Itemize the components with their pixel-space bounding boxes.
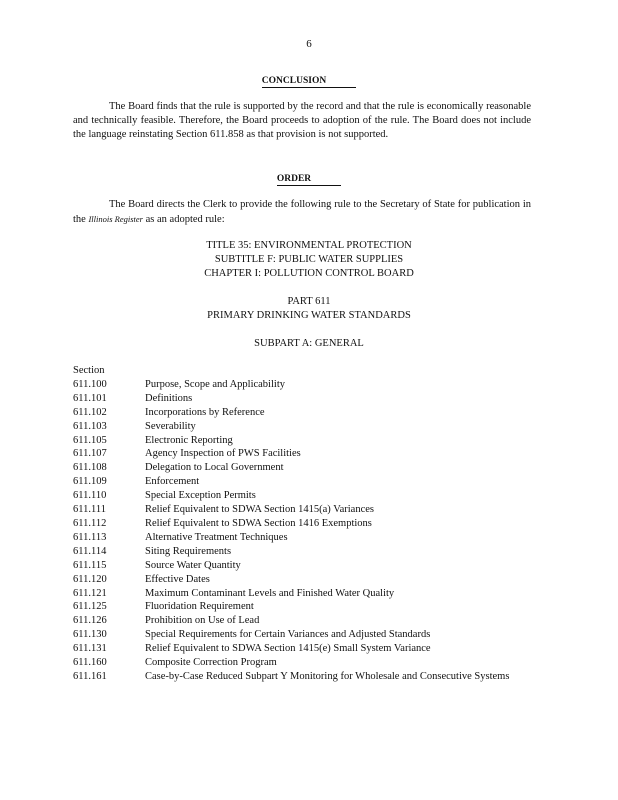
toc-row [73,489,543,503]
section-title: Effective Dates [145,573,210,585]
section-title: Agency Inspection of PWS Facilities [145,448,301,460]
section-number: 611.130 [73,629,107,641]
section-title: Special Requirements for Certain Variances and Adjusted Standards [145,629,431,641]
toc-row [73,420,543,434]
conclusion-heading-text: CONCLUSION [262,76,356,88]
toc-row [73,545,543,559]
subtitle-line: SUBTITLE F: PUBLIC WATER SUPPLIES [214,254,404,265]
section-number: 611.115 [73,559,107,571]
section-number: 611.103 [73,420,107,432]
toc-row [73,614,543,628]
section-title: Source Water Quantity [145,559,241,571]
section-title: Relief Equivalent to SDWA Section 1415(a) Variances [145,504,375,516]
section-title: Special Exception Permits [145,490,256,502]
section-number: 611.112 [73,517,107,529]
toc-header-row [73,364,543,378]
toc-row [73,378,543,392]
section-number: 611.109 [73,476,107,488]
section-title: Incorporations by Reference [145,406,265,418]
section-number: 611.125 [73,601,107,613]
order-heading-text: ORDER [277,174,341,186]
section-title: Relief Equivalent to SDWA Section 1415(e) Small System Variance [145,643,431,655]
conclusion-heading [0,74,618,88]
section-title: Definitions [145,392,193,404]
toc-row [73,573,543,587]
section-number: 611.114 [73,545,107,557]
toc-row [73,656,543,670]
title-block [0,239,618,281]
toc-row [73,559,543,573]
page-number: 6 [306,38,312,50]
section-number: 611.113 [73,531,107,543]
conclusion-text: The Board finds that the rule is supported by the record and that the rule is economically reasonable and technically feasible. Therefore, the Board proceeds to adoption of the rule. The Board does not include the language reinstating Section 611.858 as that provision is not supported. [73,101,531,140]
toc-row [73,670,543,684]
order-heading [0,172,618,186]
table-of-contents [73,364,543,684]
section-number: 611.121 [73,587,107,599]
section-title: Enforcement [145,476,200,488]
section-number: 611.101 [73,392,107,404]
section-title: Electronic Reporting [145,434,233,446]
chapter-line: CHAPTER I: POLLUTION CONTROL BOARD [204,268,414,279]
toc-row [73,587,543,601]
section-title: Alternative Treatment Techniques [145,531,288,543]
order-text-after: as an adopted rule: [145,214,225,225]
part-block [0,295,618,323]
register-name: Illinois Register [88,214,143,224]
subpart-line: SUBPART A: GENERAL [254,338,364,349]
section-number: 611.105 [73,434,107,446]
section-title: Relief Equivalent to SDWA Section 1416 Exemptions [145,517,372,529]
section-number: 611.102 [73,406,107,418]
order-text-before: The Board directs the Clerk to provide the following rule to the Secretary of State for publication in the [73,199,531,225]
section-number: 611.160 [73,657,107,669]
section-title: Severability [145,420,196,432]
toc-row [73,642,543,656]
toc-row [73,628,543,642]
section-number: 611.120 [73,573,107,585]
section-number: 611.110 [73,490,107,502]
toc-row [73,475,543,489]
section-number: 611.108 [73,462,107,474]
section-number: 611.107 [73,448,107,460]
order-paragraph [73,198,531,227]
conclusion-paragraph [73,100,531,142]
part-line: PART 611 [287,296,331,307]
section-title: Siting Requirements [145,545,232,557]
toc-row [73,406,543,420]
section-title: Prohibition on Use of Lead [145,615,260,627]
title-line: TITLE 35: ENVIRONMENTAL PROTECTION [206,240,412,251]
toc-row [73,531,543,545]
section-number: 611.126 [73,615,107,627]
toc-row [73,503,543,517]
toc-row [73,447,543,461]
toc-row [73,600,543,614]
toc-row [73,434,543,448]
section-title: Case-by-Case Reduced Subpart Y Monitoring for Wholesale and Consecutive Systems [145,670,510,682]
section-title: Purpose, Scope and Applicability [145,378,285,390]
section-number: 611.100 [73,378,107,390]
section-number: 611.131 [73,643,107,655]
section-title: Delegation to Local Government [145,462,284,474]
section-label: Section [73,365,105,376]
toc-row [73,461,543,475]
section-title: Maximum Contaminant Levels and Finished Water Quality [145,587,395,599]
section-number: 611.161 [73,670,107,682]
toc-row [73,392,543,406]
section-title: Composite Correction Program [145,657,277,669]
section-number: 611.111 [73,504,106,516]
part-name-line: PRIMARY DRINKING WATER STANDARDS [207,310,411,321]
section-title: Fluoridation Requirement [145,601,254,613]
toc-row [73,517,543,531]
